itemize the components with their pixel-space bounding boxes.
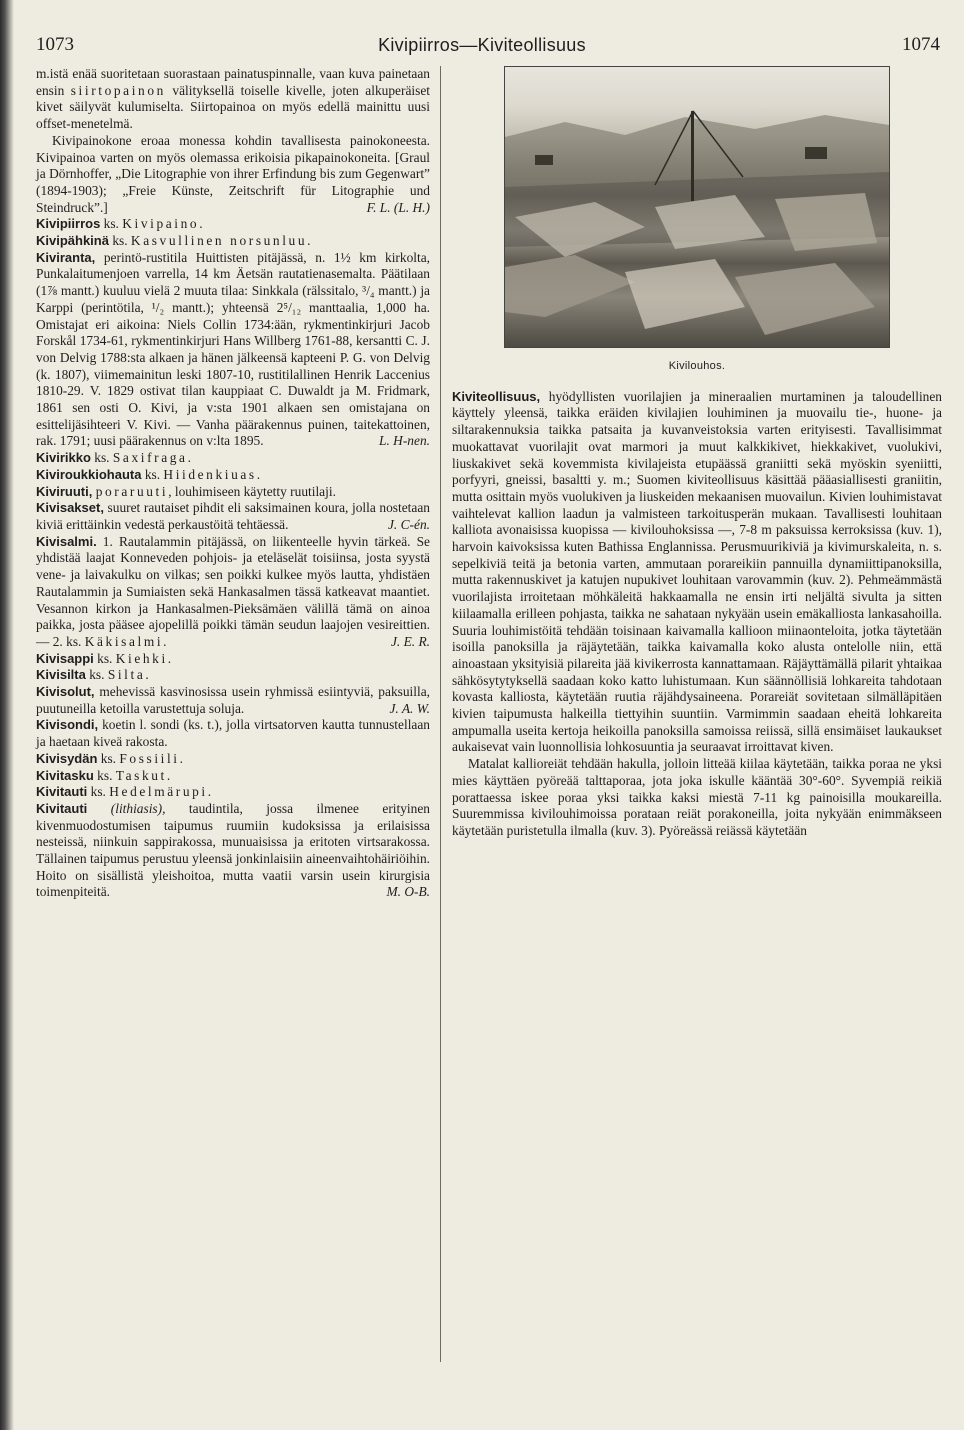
left-entries-list bbox=[36, 216, 430, 901]
column-divider bbox=[440, 66, 441, 1362]
running-title: Kivipiirros—Kiviteollisuus bbox=[378, 35, 586, 55]
entry-text: 1. Rautalammin pitäjässä, on liikenteelle hyvin tärkeä. Se yhdistää laajat Konneveden pohjois- ja eteläselät toisiinsa, josta syystä vene- ja laivakulku on vilkas; sen poikki kulkee myös lautta, yhdistäen Rautalammin ja Sumiaisten sekä Hankasalmen tässä katkeavat maantiet. Vesannon kirkon ja Hankasalmen-Pieksämäen välillä tämä on ainoa paikka, josta pääsee ajopelillä poikki tämän seudun laajojen vesireittien. — 2. ks. bbox=[36, 533, 430, 649]
entry-text: ks. bbox=[108, 233, 131, 249]
cross-reference: Kiehki. bbox=[115, 650, 174, 666]
right-entries-list bbox=[452, 389, 942, 840]
entry-text: mehevissä kasvinosissa usein ryhmissä esiintyviä, paksuilla, puutuneilla ketoilla varustettuja soluja. bbox=[36, 684, 430, 716]
signature: M. O-B. bbox=[386, 884, 430, 900]
entry bbox=[36, 768, 430, 785]
entry bbox=[36, 233, 430, 250]
entry-headword: Kiviteollisuus, bbox=[452, 388, 541, 404]
entry-headword: Kivitasku bbox=[36, 767, 94, 783]
entry bbox=[36, 651, 430, 668]
entry-headword: Kivisakset, bbox=[36, 500, 104, 516]
right-column bbox=[452, 66, 942, 840]
signature: J. A. W. bbox=[389, 700, 430, 716]
entry-headword: Kivisappi bbox=[36, 650, 94, 666]
cross-reference: Taskut. bbox=[115, 767, 173, 783]
entry-headword: Kivipähkinä bbox=[36, 233, 109, 249]
entry-headword: Kivitauti bbox=[36, 784, 88, 800]
entry-text: ks. bbox=[141, 466, 164, 482]
entry-text: ks. bbox=[93, 767, 116, 783]
entry-text: koetin l. sondi (ks. t.), jolla virtsatorven kautta tunnustellaan ja haetaan kiveä rakosta. bbox=[36, 717, 430, 750]
entry: Kivitauti (lithiasis), taudintila, jossa ilmenee erityinen kivenmuodostumisen taipumus ruumiin kudoksissa ja erilaisissa nesteissä, niinkuin sappirakossa, munuaisissa ja eritoten virtsarakossa. Tällainen taipumus perustuu yleensä jonkinlaisiin aineenvaihtohäiriöihin. Hoito on sisällistä yleishoitoa, mutta vaatii varsin usein kirurgisia toimenpiteitä. M. O-B. bbox=[36, 800, 430, 900]
cross-reference: Käkisalmi. bbox=[84, 633, 170, 649]
entry-text: hyödyllisten vuorilajien ja mineraalien murtaminen ja taloudellinen käyttely yleensä, taikka eräiden kivilajien louhiminen ja muovailu tie-, huone- ja siltarakennuksia taikka patsaita ja kuvanveistoksia varten erityisesti. Tavallisimmat muokattavat vuorilajit ovat marmori ja muut kalkkikivet, hiekkakivet, vuolukivi, liuskakivet sekä kovemmista kivilajeista etupäässä graniitti sekä myöskin syeniitti, porfyyri, gneissi, basaltti y. m.; Suomen kiviteollisuus käsittää pääasiallisesti graniitin, mutta osittain myös vuolukiven ja liuskeiden mekaanisen muovailun. Kivien louhimistavat vaihtelevat kallion laadun ja valmisteen tarkoitusperän mukaan. Tavallisesti louhitaan kalliota avonaisissa kuopissa — kivilouhoksissa —, 7-8 m paksuissa kerroksissa (kuv. 1), harvoin kaivoksissa kuten Bathissa Englannissa. Perusmuurikiviä ja kivimurskaleita, n. s. sepelkiviä teitä ja betonia varten, ammutaan porareikiin pannuilla dynamiittipanoksilla, mutta rakennuskivet ja katujen nupukivet louhitaan varovammin (kuv. 2). Pehmeämmästä vuorilajista irroitetaan möhkäleitä hakkaamalla ne ensin irti neljältä sivulta ja sitten kiilaamalla erilleen pohjasta, taikka ne sahataan nykyään usein emäkalliosta lankasahoilla. Suuria louhimistöitä tehdään toisinaan kaivamalla kallioon miinaonteloita, jotka täytetään isoilla panoksilla ja räjäytetään, taikka kaivamalla koko alusta ontelolle niin, että ainoastaan yksityisiä pilareita jää kivikerrosta kannattamaan. Räjäyttämällä pilarit yhtaikaa sähkösytytyksellä saadaan koko katto luhistumaan. Kun säännöllisiä lohkareita tahdotaan kovasta kalliosta, käytetään ruutia räjähdysaineena. Porareiät sovitetaan silmälläpitäen kivien taipumusta halkeilla tiettyihin suuntiin. Varmimmin saadaan eheitä lohkareita ampumalla useita kertoja heikoilla panoksilla samoissa reiissä, sillä ensimäiset laukaukset aukaisevat vain luonnollisia lohkosuuntia ja seuraavat irroittavat kiven. bbox=[452, 388, 942, 755]
cross-reference: Silta. bbox=[107, 667, 152, 683]
entry-text: suuret rautaiset pihdit eli saksimainen koura, jolla nostetaan kiviä erittäinkin vedestä perkaustöitä tehtäessä. bbox=[36, 500, 430, 532]
signature: L. H-nen. bbox=[379, 433, 430, 449]
entry-text: ks. bbox=[90, 450, 113, 466]
page-number-right: 1074 bbox=[902, 34, 940, 55]
entry-headword: Kivitauti bbox=[36, 800, 88, 816]
entry-text: taudintila, jossa ilmenee erityinen kivenmuodostumisen taipumus ruumiin kudoksissa ja erilaisissa nesteissä, niinkuin sappirakossa, munuaisissa ja eritoten virtsarakossa. Tällainen taipumus perustuu yleensä jonkinlaisiin aineenvaihtohäiriöihin. Hoito on sisällistä yleishoitoa, mutta vaatii varsin usein kirurgisia toimenpiteitä. bbox=[36, 800, 430, 900]
entry-headword: Kivisolut, bbox=[36, 684, 95, 700]
entry-text: perintö-rustitila Huittisten pitäjässä, n. 1½ km kirkolta, Punkalaitumenjoen varrella, 14 km Äetsän rautatienasemalta. Päätilaan (1⅞ mantt.) kuuluu vielä 2 muuta tilaa: Sinkkala (rälssitalo, ³/₄ mantt.) ja Karppi (perintötila, ¹/₂ mantt.); yhteensä 2⁵/₁₂ manttaalia, 1,000 ha. Omistajat eri aikoina: Niels Collin 1734:ään, rykmentinkirjuri Jacob Forskål 1734-61, rykmentinkirjuri Hans Willberg 1761-88, kersantti C. J. von Delvig 1788:sta alkaen ja hänen jälkeensä kapteeni P. G. von Delvig (k. 1807), viimemainitun leski 1807-10, rustitilallinen Henrik Laccenius 1810-29. V. 1829 ostivat tilan kauppiaat C. Duwaldt ja M. Fridmark, 1861 sen osti O. Kivi, ja v:sta 1901 alkaen sen omistajana on esittelijäsihteeri V. Kivi. — Vanha päärakennus puinen, taitekattoinen, rak. 1791; uusi päärakennus on v:lta 1895. bbox=[36, 249, 430, 449]
entry bbox=[36, 534, 430, 651]
entry-headword: Kivisilta bbox=[36, 667, 86, 683]
entry-headword: Kiviroukkiohauta bbox=[36, 466, 142, 482]
signature: J. E. R. bbox=[390, 633, 430, 649]
entry-headword: Kivisondi, bbox=[36, 717, 99, 733]
cross-reference: Kivipaino. bbox=[122, 216, 206, 232]
entry bbox=[36, 717, 430, 750]
figure-caption: Kivilouhos. bbox=[668, 360, 726, 372]
entry bbox=[36, 784, 430, 801]
entry-text: ks. bbox=[87, 784, 110, 800]
entry bbox=[36, 684, 430, 717]
cross-reference: Kasvullinen norsunluu. bbox=[130, 233, 314, 249]
cross-reference: poraruuti bbox=[95, 483, 169, 499]
entry-headword: Kivirikko bbox=[36, 450, 91, 466]
signature: J. C-én. bbox=[387, 516, 430, 532]
entry bbox=[36, 467, 430, 484]
continuation-paragraph: m.istä enää suoritetaan suorastaan painatuspinnalle, vaan kuva painetaan ensin siirtopainon välityksellä toiselle kivelle, joten alkuperäiset kivet säilyvät kulumiselta. Siirtopainoa on myös edellä mainittu uusi offset-menetelmä. bbox=[36, 66, 430, 132]
entry-text: ks. bbox=[85, 667, 108, 683]
cross-reference: Fossiili. bbox=[119, 750, 186, 766]
entry bbox=[36, 450, 430, 467]
entry-text: ks. bbox=[93, 650, 116, 666]
entry bbox=[36, 500, 430, 533]
quarry-photo-drawing bbox=[505, 67, 889, 347]
signature: F. L. (L. H.) bbox=[366, 199, 430, 215]
entry-headword: Kiviruuti, bbox=[36, 483, 93, 499]
cross-reference: Saxifraga. bbox=[112, 450, 194, 466]
entry bbox=[36, 216, 430, 233]
left-column bbox=[36, 66, 430, 901]
continuation-paragraph-2: Kivipainokone eroaa monessa kohdin tavallisesta painokoneesta. Kivipainoa varten on myös olemassa erikoisia pikapainokoneita. [Graul ja Dörnhoffer, „Die Litographie von ihrer Erfindung bis zum Gegenwart” (1894-1903); „Freie Künste, Zeitschrift für Litographie und Steindruck”.] F. L. (L. H.) bbox=[36, 132, 430, 215]
cross-reference: Hiidenkiuas. bbox=[163, 466, 263, 482]
entry: Matalat kallioreiät tehdään hakulla, jolloin litteää kiilaa käytetään, taikka poraa ne yksi mies käyttäen pyöreää talttaporaa, jota joka iskulle kääntää 30°-60°. Syvempiä reikiä porattaessa iskee poraa yksi taikka kaksi miestä 7-11 kg painoisilla moukareilla. Suuremmissa kivilouhimoissa porataan reiät porakoneilla, joita nykyään enimmäkseen käytetään puristetulla ilmalla (kuv. 3). Pyöreässä reiässä käytetään bbox=[452, 756, 942, 838]
entry bbox=[36, 250, 430, 450]
entry bbox=[452, 389, 942, 756]
quarry-photo bbox=[504, 66, 890, 348]
entry: Kiviruuti, poraruuti, louhimiseen käytetty ruutilaji. bbox=[36, 483, 336, 499]
page-number-left: 1073 bbox=[36, 34, 74, 55]
entry-headword: Kiviranta, bbox=[36, 249, 96, 265]
page-binding-edge bbox=[0, 0, 14, 1430]
entry-headword: Kivisydän bbox=[36, 750, 98, 766]
cross-reference: Hedelmärupi. bbox=[109, 784, 214, 800]
entry-headword: Kivipiirros bbox=[36, 216, 101, 232]
entry bbox=[36, 751, 430, 768]
entry-headword: Kivisalmi. bbox=[36, 533, 97, 549]
entry bbox=[36, 667, 430, 684]
entry-text: ks. bbox=[97, 750, 120, 766]
entry-text: ks. bbox=[100, 216, 123, 232]
